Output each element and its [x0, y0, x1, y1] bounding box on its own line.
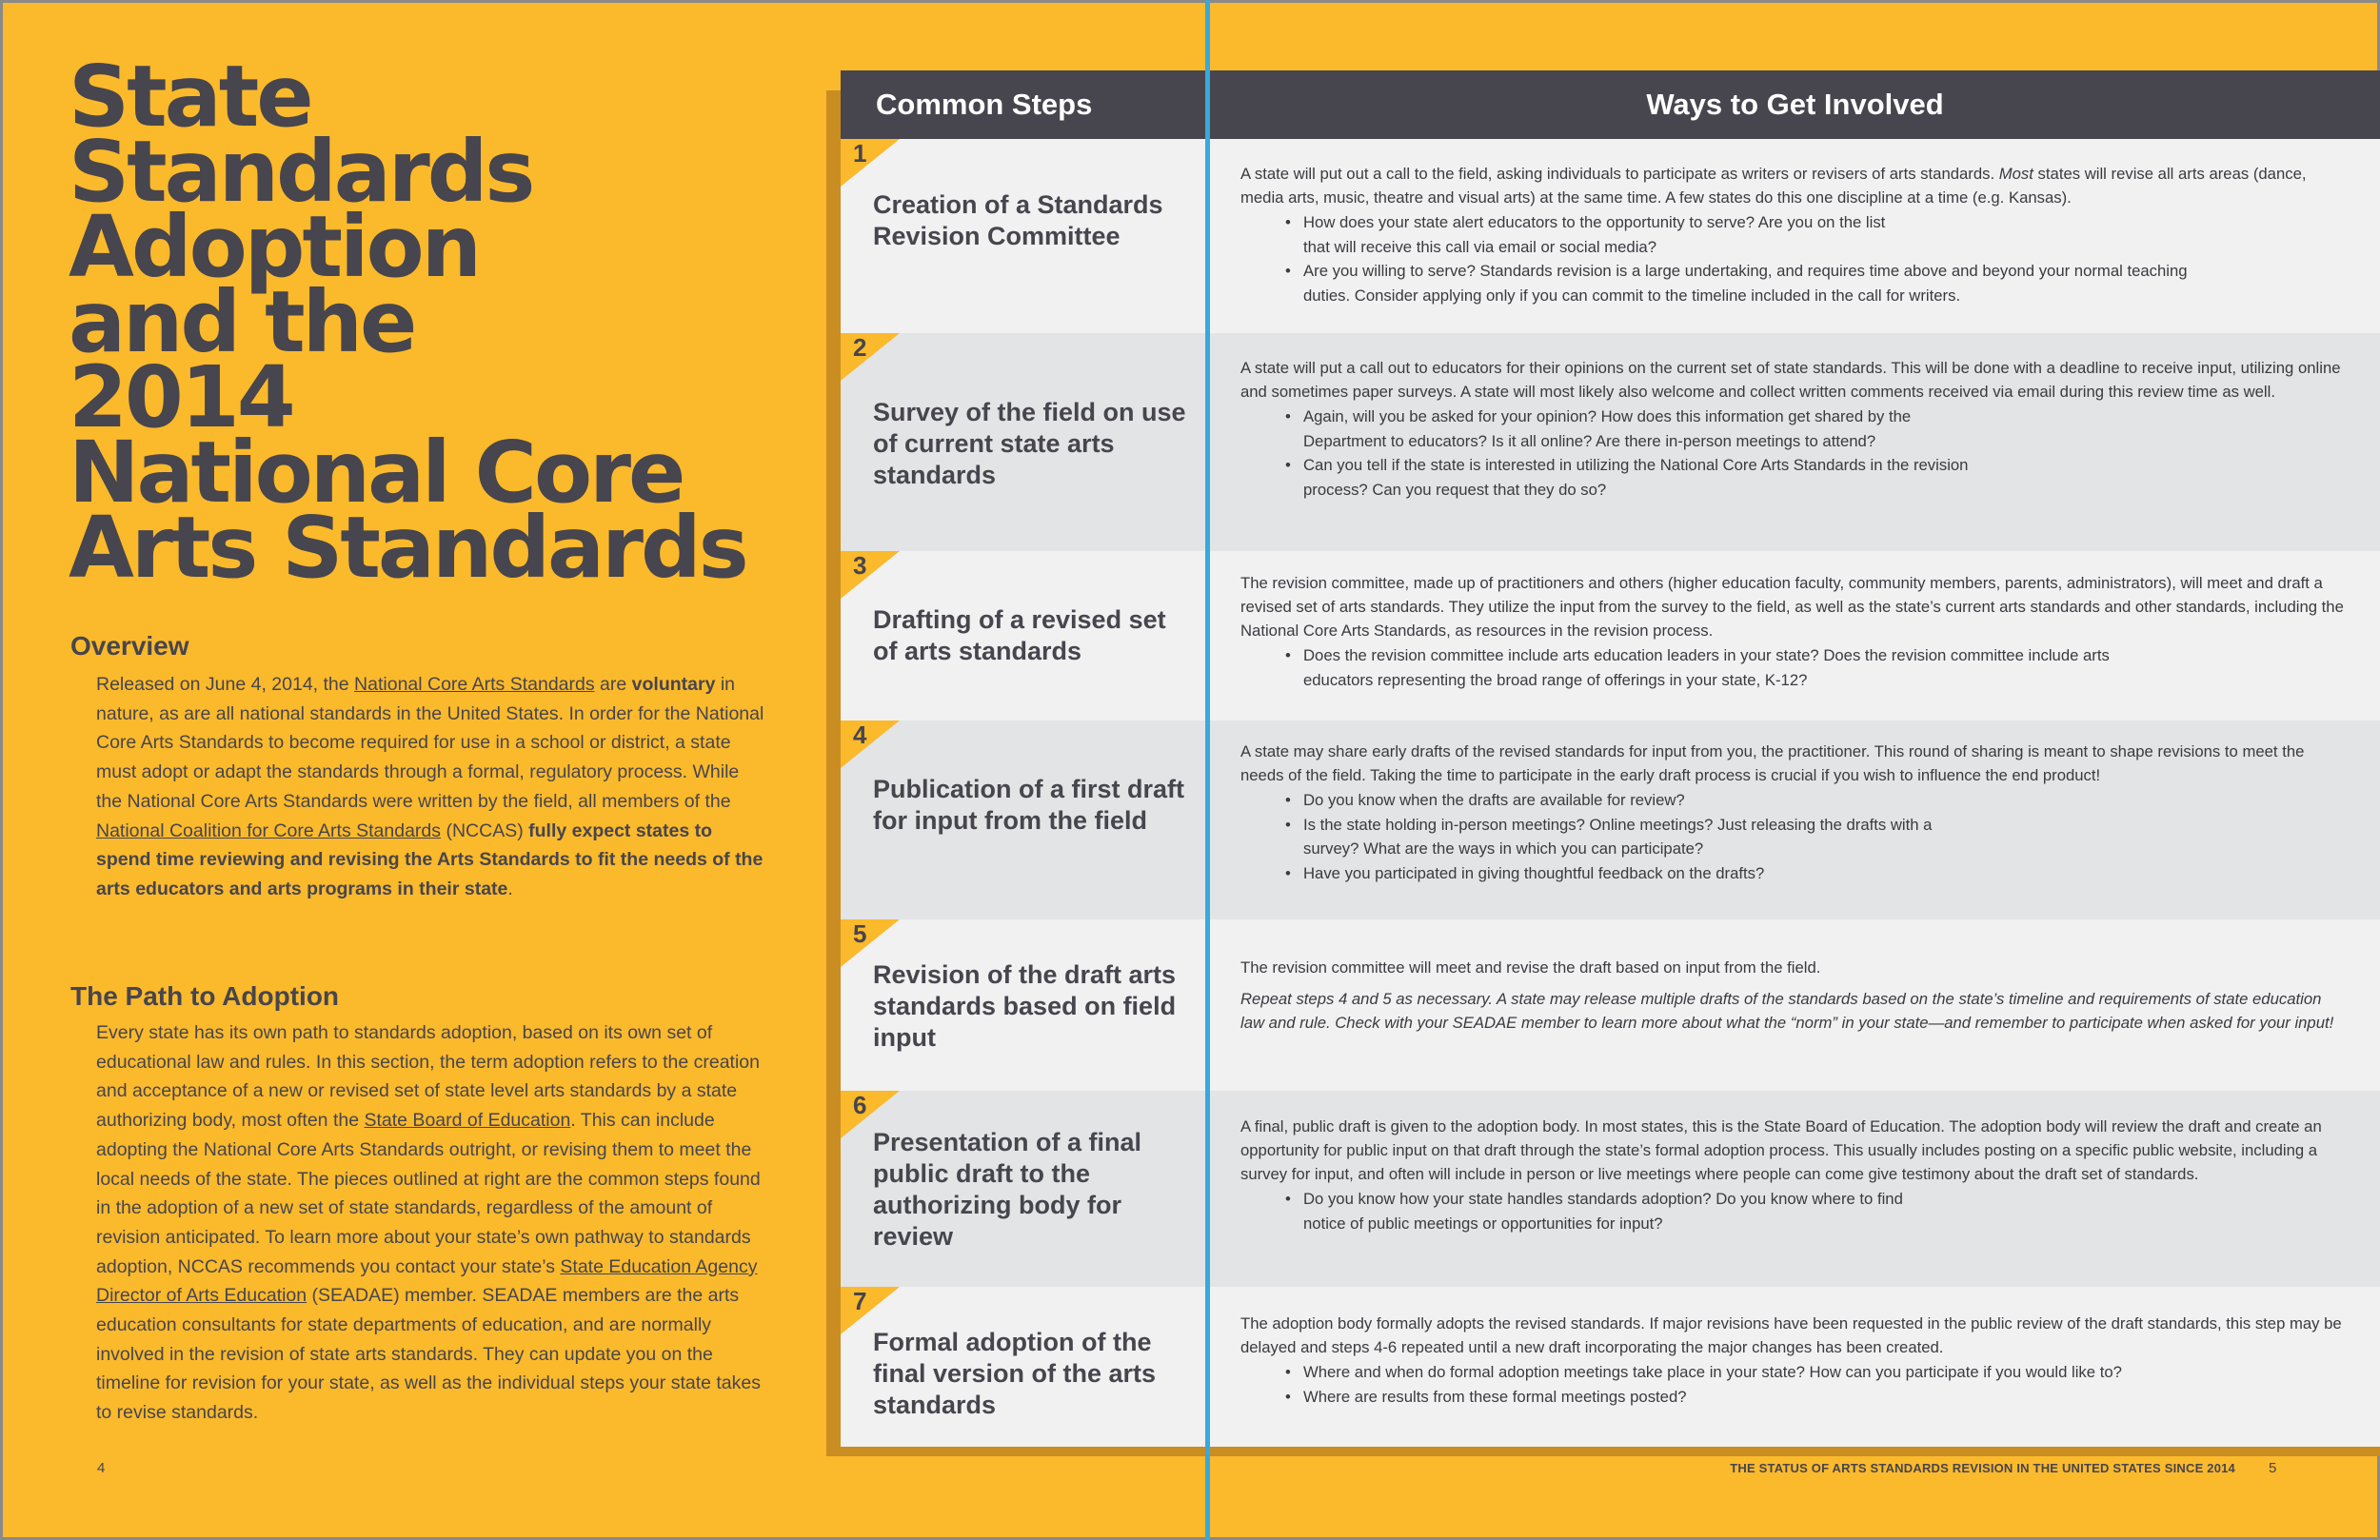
- overview-text-fragment: in nature, as are all national standards in the United States. In order for the National Core Arts Standards to become required for use in a school or district, a state must adopt or adapt the standards through a formal, regulatory process. While the National Core Arts Standards were written by the field, all members of the: [96, 674, 764, 812]
- overview-text-fragment: .: [507, 878, 513, 899]
- table-row: [841, 333, 2380, 551]
- ways-bullets: [1240, 1187, 2344, 1235]
- step-cell: [841, 1287, 1207, 1447]
- overview-intro: Released on June 4, 2014, the: [96, 674, 355, 695]
- page-number-left: 4: [97, 1460, 106, 1476]
- table-row: [841, 721, 2380, 919]
- ways-paragraph: [1240, 162, 2344, 209]
- column-header-ways: Ways to Get Involved: [1646, 88, 1944, 121]
- step-label: Presentation of a final public draft to the authorizing body for review: [873, 1128, 1142, 1251]
- ways-cell: [1207, 139, 2380, 333]
- table-row: [841, 551, 2380, 721]
- title-line: and the: [69, 272, 415, 371]
- bullet-item: • Do you know when the drafts are available for review?: [1303, 788, 2160, 813]
- step-corner: [841, 139, 900, 187]
- bullet-item: • Again, will you be asked for your opinion? How does this information get shared by the Department to educators? Is it all online? Are there in-person meetings to attend?: [1303, 405, 1989, 453]
- title-line: State: [69, 47, 311, 146]
- table-row: [841, 919, 2380, 1091]
- table-header: [841, 70, 2380, 139]
- ways-paragraph: The revision committee, made up of practitioners and others (higher education faculty, community members, parents, administrators), will meet and draft a revised set of arts standards. They utilize the input from the survey to the field, as well as the state’s current arts standards and other standards, including the National Core Arts Standards, as resources in the revision process.: [1240, 574, 2344, 640]
- title-line: Arts Standards: [69, 498, 746, 597]
- step-cell: [841, 139, 1207, 333]
- bullet-item: • Do you know how your state handles standards adoption? Do you know where to find notice of public meetings or opportunities for input?: [1303, 1187, 1913, 1235]
- step-label: Formal adoption of the final version of the arts standards: [873, 1328, 1157, 1419]
- bullet-item: • Are you willing to serve? Standards revision is a large undertaking, and requires time above and beyond your normal teaching duties. Consider applying only if you can commit to the timeline included in the call for writers.: [1303, 259, 2208, 307]
- title-line: Adoption: [69, 197, 479, 296]
- step-cell: [841, 551, 1207, 721]
- bullet-item: • Have you participated in giving thoughtful feedback on the drafts?: [1303, 861, 2160, 886]
- ways-paragraph: The revision committee will meet and revise the draft based on input from the field.: [1240, 958, 1821, 977]
- step-cell: [841, 721, 1207, 919]
- bullet-item: • Is the state holding in-person meetings? Online meetings? Just releasing the drafts with a survey? What are the ways in which you can participate?: [1303, 813, 1989, 861]
- step-label: Drafting of a revised set of arts standards: [873, 605, 1166, 665]
- step-corner: [841, 551, 900, 599]
- ways-cell: [1207, 721, 2380, 919]
- step-corner: [841, 721, 900, 768]
- overview-text-fragment: are: [594, 674, 632, 695]
- overview-text: [96, 670, 767, 904]
- step-label: Publication of a first draft for input from the field: [873, 775, 1185, 835]
- bullet-item: • Can you tell if the state is interested in utilizing the National Core Arts Standards in the revision process? Can you request that they do so?: [1303, 453, 1970, 502]
- link-state-board-of-education[interactable]: State Board of Education: [364, 1110, 571, 1132]
- ways-emphasis: Most: [1998, 165, 2033, 183]
- path-text: [96, 1018, 774, 1428]
- step-number: 7: [853, 1287, 867, 1315]
- column-header-steps: Common Steps: [876, 88, 1093, 121]
- ways-bullets: [1240, 1360, 2344, 1409]
- bullet-item: • Where and when do formal adoption meetings take place in your state? How can you participate if you would like to?: [1303, 1360, 2344, 1385]
- ways-cell: [1207, 551, 2380, 721]
- step-label: Revision of the draft arts standards based on field input: [873, 960, 1177, 1052]
- step-number: 5: [853, 919, 867, 948]
- step-label: Creation of a Standards Revision Committee: [873, 190, 1163, 250]
- step-number: 4: [853, 721, 867, 749]
- link-seadae[interactable]: State Education Agency Director of Arts Education: [96, 1255, 758, 1307]
- step-cell: [841, 919, 1207, 1091]
- ways-paragraph: A state will put a call out to educators for their opinions on the current set of state standards. This will be done with a deadline to receive input, utilizing online and sometimes paper surveys. A state will most likely also welcome and collect written comments received via email during this review time as well.: [1240, 359, 2341, 401]
- step-number: 2: [853, 333, 867, 362]
- bullet-item: • Does the revision committee include arts education leaders in your state? Does the revision committee include arts educators representing the broad range of offerings in your state, K-12?: [1303, 643, 2160, 692]
- link-national-core-arts-standards[interactable]: National Core Arts Standards: [354, 674, 595, 695]
- steps-table: [841, 70, 2380, 1447]
- path-text-fragment: (SEADAE) member. SEADAE members are the arts education consultants for state departments of education, and are normally involved in the revision of state arts standards. They can update you on the timeline for revision for your state, as well as the individual steps your state takes to revise standards.: [96, 1285, 761, 1424]
- page-title: [69, 47, 792, 597]
- ways-text: A state will put out a call to the field, asking individuals to participate as writers or revisers of arts standards.: [1240, 165, 1999, 183]
- ways-paragraph: A final, public draft is given to the adoption body. In most states, this is the State Board of Education. The adoption body will review the draft and create an opportunity for public input on that draft through the state’s formal adoption process. This usually includes posting on a specific public website, including a survey for input, and often will include in person or live meetings where people can come give testimony about the draft set of standards.: [1240, 1117, 2322, 1183]
- step-label: Survey of the field on use of current state arts standards: [873, 398, 1186, 489]
- overview-emphasis: fully expect states to spend time reviewing and revising the Arts Standards to fit the needs of the arts educators and arts programs in their state: [96, 819, 764, 899]
- bullet-item: • How does your state alert educators to the opportunity to serve? Are you on the list that will receive this call via email or social media?: [1303, 210, 1913, 259]
- bullet-item: • Where are results from these formal meetings posted?: [1303, 1385, 2344, 1410]
- ways-bullets: [1240, 210, 2344, 307]
- title-line: Standards: [69, 122, 533, 221]
- step-cell: [841, 1091, 1207, 1287]
- ways-cell: [1207, 1287, 2380, 1447]
- link-nccas[interactable]: National Coalition for Core Arts Standards: [96, 819, 442, 841]
- page-spine: [1205, 0, 1210, 1540]
- path-text-fragment: Every state has its own path to standards adoption, based on its own set of educational law and rules. In this section, the term adoption refers to the creation and acceptance of a new or revised set of state level arts standards by a state authorizing body, most often the: [96, 1022, 760, 1132]
- title-line: National Core: [69, 423, 684, 522]
- page-number-right: 5: [2269, 1460, 2277, 1476]
- step-cell: [841, 333, 1207, 551]
- path-heading: The Path to Adoption: [70, 981, 340, 1011]
- ways-cell: [1207, 919, 2380, 1091]
- overview-heading: Overview: [70, 631, 189, 661]
- ways-text: states will revise all arts areas (dance, media arts, music, theatre and visual arts) at the same time. A few states do this one discipline at a time (e.g. Kansas).: [1240, 165, 2307, 207]
- ways-paragraph-italic: Repeat steps 4 and 5 as necessary. A state may release multiple drafts of the standards based on the state’s timeline and requirements of state education law and rule. Check with your SEADAE member to learn more about what the “norm” in your state—and remember to participate when asked for your input!: [1240, 990, 2334, 1032]
- overview-text-fragment: (NCCAS): [441, 819, 529, 841]
- step-number: 3: [853, 551, 867, 580]
- path-text-fragment: . This can include adopting the National Core Arts Standards outright, or revising them to meet the local needs of the state. The pieces outlined at right are the common steps found in the adoption of a new set of state standards, regardless of the amount of revision anticipated. To learn more about your state’s own pathway to standards adoption, NCCAS recommends you contact your state’s: [96, 1110, 761, 1277]
- ways-bullets: [1240, 643, 2344, 692]
- step-number: 6: [853, 1091, 867, 1119]
- step-corner: [841, 333, 900, 381]
- ways-paragraph: The adoption body formally adopts the revised standards. If major revisions have been requested in the public review of the draft standards, this step may be delayed and steps 4-6 repeated until a new draft incorporating the major changes has been created.: [1240, 1314, 2342, 1356]
- table-row: [841, 1091, 2380, 1287]
- table-row: [841, 1287, 2380, 1447]
- voluntary-emphasis: voluntary: [631, 674, 716, 695]
- ways-cell: [1207, 333, 2380, 551]
- title-line: 2014: [69, 347, 293, 446]
- ways-cell: [1207, 1091, 2380, 1287]
- ways-paragraph: A state may share early drafts of the revised standards for input from you, the practitioner. This round of sharing is meant to shape revisions to meet the needs of the field. Taking the time to participate in the early draft process is crucial if you wish to influence the end product!: [1240, 742, 2305, 784]
- step-number: 1: [853, 139, 867, 168]
- table-row: [841, 139, 2380, 333]
- ways-bullets: [1240, 788, 2344, 885]
- running-head: THE STATUS OF ARTS STANDARDS REVISION IN THE UNITED STATES SINCE 2014: [1730, 1461, 2235, 1475]
- ways-bullets: [1240, 405, 2344, 502]
